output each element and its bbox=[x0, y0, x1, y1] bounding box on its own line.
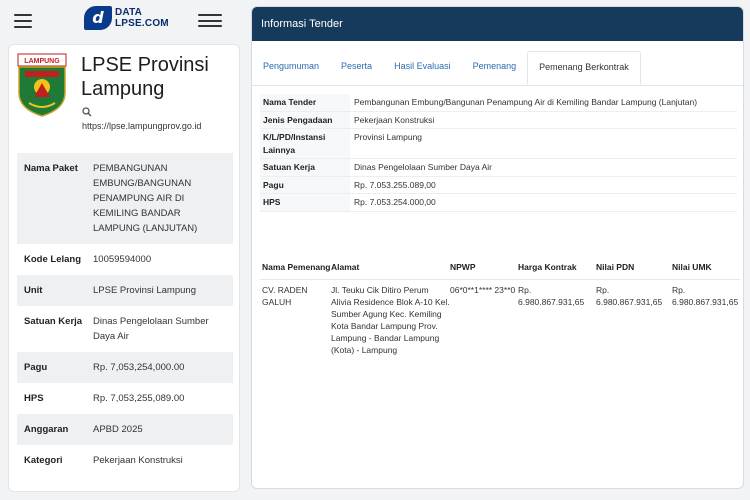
menu-icon[interactable] bbox=[198, 14, 222, 27]
detail-row bbox=[260, 159, 737, 177]
package-info-table bbox=[17, 153, 233, 476]
info-label: Unit bbox=[24, 285, 43, 296]
detail-row bbox=[260, 94, 737, 111]
logo-text bbox=[115, 7, 169, 29]
winner-nilai-umk: Rp. 6.980.867.931,65 bbox=[672, 285, 739, 307]
detail-value: Pekerjaan Konstruksi bbox=[350, 111, 737, 129]
info-value: APBD 2025 bbox=[93, 424, 143, 435]
info-row bbox=[17, 153, 233, 244]
lampung-emblem bbox=[17, 53, 67, 117]
table-row bbox=[260, 280, 740, 356]
lpse-title: LPSE Provinsi Lampung bbox=[81, 54, 209, 100]
col-nilai-umk: Nilai UMK bbox=[672, 262, 712, 272]
emblem-label: LAMPUNG bbox=[24, 58, 60, 65]
detail-value: Provinsi Lampung bbox=[350, 129, 737, 159]
winner-harga-kontrak: Rp. 6.980.867.931,65 bbox=[518, 285, 585, 307]
info-row bbox=[17, 414, 233, 445]
info-row bbox=[17, 306, 233, 352]
info-label: Satuan Kerja bbox=[24, 316, 83, 327]
info-label: Nama Paket bbox=[24, 163, 78, 174]
winner-nilai-pdn: Rp. 6.980.867.931,65 bbox=[596, 285, 663, 307]
lpse-url[interactable]: https://lpse.lampungprov.go.id bbox=[82, 121, 202, 131]
tender-info-panel bbox=[251, 6, 744, 489]
info-row bbox=[17, 244, 233, 275]
info-row bbox=[17, 352, 233, 383]
detail-label: Nama Tender bbox=[260, 94, 350, 111]
info-row bbox=[17, 383, 233, 414]
left-column bbox=[0, 0, 244, 500]
logo-line-2: LPSE.COM bbox=[115, 18, 169, 29]
info-value: Dinas Pengelolaan Sumber Daya Air bbox=[93, 316, 209, 342]
detail-row bbox=[260, 129, 737, 159]
info-value: LPSE Provinsi Lampung bbox=[93, 285, 196, 296]
info-row bbox=[17, 445, 233, 476]
detail-label: Satuan Kerja bbox=[260, 159, 350, 177]
winner-npwp: 06*0**1**** 23**0 bbox=[450, 285, 516, 295]
panel-header: Informasi Tender bbox=[252, 7, 743, 41]
detail-label: HPS bbox=[260, 194, 350, 212]
detail-value: Dinas Pengelolaan Sumber Daya Air bbox=[350, 159, 737, 177]
info-label: Kode Lelang bbox=[24, 254, 82, 265]
info-label: Kategori bbox=[24, 455, 63, 466]
info-label: Pagu bbox=[24, 362, 48, 373]
tab-peserta[interactable]: Peserta bbox=[341, 61, 373, 71]
lpse-profile-card bbox=[8, 44, 240, 492]
info-value: PEMBANGUNAN EMBUNG/BANGUNAN PENAMPUNG AIR DI KEMILING BANDAR LAMPUNG (LANJUTAN) bbox=[93, 163, 198, 234]
info-value: Rp. 7,053,255,089.00 bbox=[93, 393, 185, 404]
tab-divider bbox=[252, 85, 744, 86]
col-alamat: Alamat bbox=[331, 262, 360, 272]
detail-label: Jenis Pengadaan bbox=[260, 111, 350, 129]
detail-value: Pembangunan Embung/Bangunan Penampung Air di Kemiling Bandar Lampung (Lanjutan) bbox=[350, 94, 737, 111]
winners-header bbox=[260, 261, 740, 280]
col-harga-kontrak: Harga Kontrak bbox=[518, 262, 577, 272]
logo-mark: d bbox=[84, 6, 112, 30]
logo-line-1: DATA bbox=[115, 7, 143, 18]
detail-label: Pagu bbox=[260, 176, 350, 194]
col-nilai-pdn: Nilai PDN bbox=[596, 262, 635, 272]
tab-bar bbox=[252, 51, 744, 85]
winner-name: CV. RADEN GALUH bbox=[262, 285, 308, 307]
hamburger-icon[interactable] bbox=[14, 14, 32, 28]
info-row bbox=[17, 275, 233, 306]
info-label: HPS bbox=[24, 393, 44, 404]
detail-value: Rp. 7.053.254.000,00 bbox=[350, 194, 737, 212]
tender-detail-table bbox=[260, 94, 737, 212]
detail-value: Rp. 7.053.255.089,00 bbox=[350, 176, 737, 194]
col-npwp: NPWP bbox=[450, 262, 476, 272]
top-bar bbox=[0, 0, 244, 40]
winner-address: Jl. Teuku Cik Ditiro Perum Alivia Residence Blok A-10 Kel. Sumber Agung Kec. Kemiling Kota Bandar Lampung Prov. Lampung - Bandar Lampung (Kota) - Lampung bbox=[331, 285, 450, 355]
tab-pemenang[interactable]: Pemenang bbox=[472, 61, 517, 71]
info-value: 10059594000 bbox=[93, 254, 152, 265]
tab-pemenang-berkontrak[interactable]: Pemenang Berkontrak bbox=[527, 51, 641, 85]
detail-row bbox=[260, 176, 737, 194]
site-logo[interactable] bbox=[84, 6, 169, 30]
tab-hasil-evaluasi[interactable]: Hasil Evaluasi bbox=[394, 61, 451, 71]
info-label: Anggaran bbox=[24, 424, 69, 435]
info-value: Rp. 7,053,254,000.00 bbox=[93, 362, 185, 373]
info-value: Pekerjaan Konstruksi bbox=[93, 455, 183, 466]
tab-pengumuman[interactable]: Pengumuman bbox=[263, 61, 320, 71]
search-icon[interactable] bbox=[82, 107, 92, 117]
detail-row bbox=[260, 194, 737, 212]
winners-table bbox=[260, 261, 740, 356]
detail-row bbox=[260, 111, 737, 129]
col-nama-pemenang: Nama Pemenang bbox=[262, 262, 331, 272]
detail-label: K/L/PD/Instansi Lainnya bbox=[260, 129, 350, 159]
